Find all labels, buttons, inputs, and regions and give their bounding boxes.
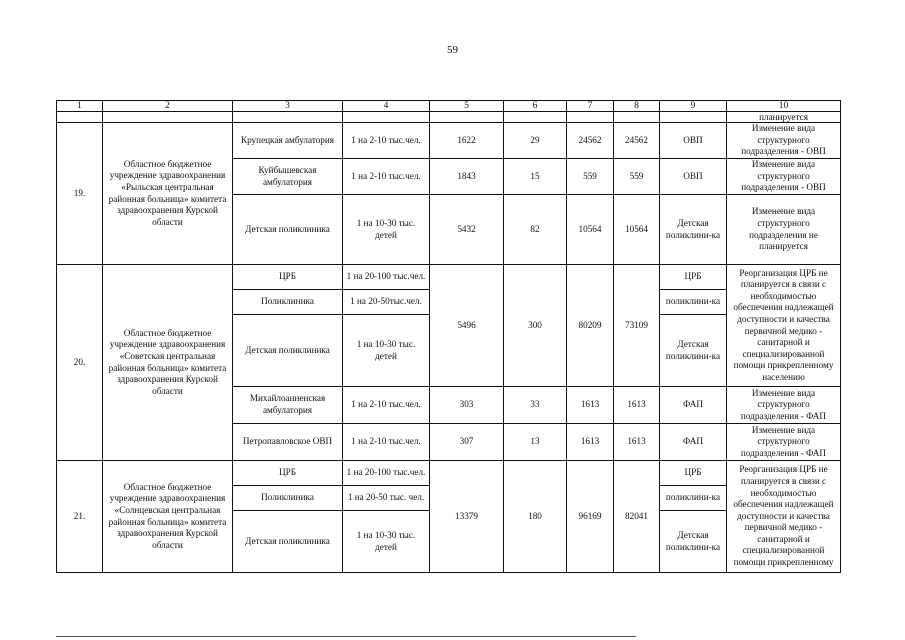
cell-col8: 82041 (614, 461, 660, 573)
cell-col7: 96169 (567, 461, 614, 573)
unit-name: Поликлиника (233, 486, 343, 511)
cell-col6: 300 (504, 265, 567, 387)
unit-norm: 1 на 2-10 тыс.чел. (343, 159, 430, 195)
cell-col7: 1613 (567, 387, 614, 424)
column-header: 2 (103, 101, 233, 112)
unit-norm: 1 на 10-30 тыс. детей (343, 315, 430, 387)
cell-col6: 13 (504, 424, 567, 461)
unit-name: Детская поликлиника (233, 511, 343, 573)
unit-norm: 1 на 20-50 тыс. чел. (343, 486, 430, 511)
unit-norm: 1 на 2-10 тыс.чел. (343, 387, 430, 424)
unit-name: Крупецкая амбулатория (233, 123, 343, 159)
page-number: 59 (447, 44, 458, 56)
continuation-row (57, 112, 841, 123)
cell-col5: 303 (430, 387, 504, 424)
column-header: 3 (233, 101, 343, 112)
unit-norm: 1 на 2-10 тыс.чел. (343, 123, 430, 159)
unit-type: ЦРБ (660, 461, 727, 486)
unit-norm: 1 на 10-30 тыс. детей (343, 195, 430, 265)
unit-type: поликлини-ка (660, 290, 727, 315)
cell-col8: 24562 (614, 123, 660, 159)
unit-type: Детская поликлини-ка (660, 315, 727, 387)
row-number: 20. (57, 265, 103, 461)
cell-col5: 1622 (430, 123, 504, 159)
unit-type: ЦРБ (660, 265, 727, 290)
cell-col8: 10564 (614, 195, 660, 265)
cell-col8: 1613 (614, 387, 660, 424)
column-header: 1 (57, 101, 103, 112)
cell-col7: 80209 (567, 265, 614, 387)
cell-col5: 307 (430, 424, 504, 461)
cell-col7: 1613 (567, 424, 614, 461)
unit-note: Изменение вида структурного подразделения - ОВП (727, 159, 841, 195)
unit-norm: 1 на 2-10 тыс.чел. (343, 424, 430, 461)
unit-norm: 1 на 20-100 тыс.чел. (343, 265, 430, 290)
unit-type: Детская поликлини-ка (660, 511, 727, 573)
unit-name: Поликлиника (233, 290, 343, 315)
organization-name: Областное бюджетное учреждение здравоохранения «Рыльская центральная районная больница» комитета здравоохранения Курской области (103, 123, 233, 265)
table-row (57, 461, 841, 486)
cell-col5: 1843 (430, 159, 504, 195)
cell-col6: 180 (504, 461, 567, 573)
cell-col7: 24562 (567, 123, 614, 159)
unit-note: Изменение вида структурного подразделения - ФАП (727, 424, 841, 461)
cell-col8: 73109 (614, 265, 660, 387)
row-number: 19. (57, 123, 103, 265)
column-header: 5 (430, 101, 504, 112)
unit-note: Изменение вида структурного подразделения - ФАП (727, 387, 841, 424)
cell-col6: 15 (504, 159, 567, 195)
unit-name: Детская поликлиника (233, 315, 343, 387)
continuation-note: планируется (727, 112, 841, 123)
table-header-row (57, 101, 841, 112)
unit-note: Изменение вида структурного подразделения не планируется (727, 195, 841, 265)
column-header: 6 (504, 101, 567, 112)
unit-type: ФАП (660, 424, 727, 461)
unit-name: Детская поликлиника (233, 195, 343, 265)
column-header: 9 (660, 101, 727, 112)
unit-name: Михайлоанненская амбулатория (233, 387, 343, 424)
unit-type: ОВП (660, 123, 727, 159)
cell-col8: 559 (614, 159, 660, 195)
column-header: 4 (343, 101, 430, 112)
unit-name: ЦРБ (233, 461, 343, 486)
table-row (57, 123, 841, 159)
row-number: 21. (57, 461, 103, 573)
unit-note: Реорганизация ЦРБ не планируется в связи с необходимостью обеспечения надлежащей доступности и качества первичной медико - санитарной и специализированной помощи прикрепленному населению (727, 265, 841, 387)
unit-norm: 1 на 10-30 тыс. детей (343, 511, 430, 573)
unit-type: Детская поликлини-ка (660, 195, 727, 265)
cell-col6: 33 (504, 387, 567, 424)
unit-name: ЦРБ (233, 265, 343, 290)
unit-name: Петропавловское ОВП (233, 424, 343, 461)
cell-col7: 10564 (567, 195, 614, 265)
health-facilities-table (56, 100, 841, 573)
organization-name: Областное бюджетное учреждение здравоохранения «Советская центральная районная больница» комитета здравоохранения Курской области (103, 265, 233, 461)
cell-col8: 1613 (614, 424, 660, 461)
cell-col7: 559 (567, 159, 614, 195)
unit-type: поликлини-ка (660, 486, 727, 511)
organization-name: Областное бюджетное учреждение здравоохранения «Солнцевская центральная районная больница» комитета здравоохранения Курской области (103, 461, 233, 573)
cell-col5: 5496 (430, 265, 504, 387)
table-row (57, 265, 841, 290)
cell-col5: 13379 (430, 461, 504, 573)
column-header: 10 (727, 101, 841, 112)
unit-note: Изменение вида структурного подразделения - ОВП (727, 123, 841, 159)
footer-rule (56, 636, 636, 637)
unit-norm: 1 на 20-100 тыс.чел. (343, 461, 430, 486)
column-header: 7 (567, 101, 614, 112)
unit-note: Реорганизация ЦРБ не планируется в связи с необходимостью обеспечения надлежащей доступности и качества первичной медико - санитарной и специализированной помощи прикрепленному (727, 461, 841, 573)
unit-type: ФАП (660, 387, 727, 424)
column-header: 8 (614, 101, 660, 112)
cell-col6: 29 (504, 123, 567, 159)
unit-norm: 1 на 20-50тыс.чел. (343, 290, 430, 315)
cell-col5: 5432 (430, 195, 504, 265)
cell-col6: 82 (504, 195, 567, 265)
unit-type: ОВП (660, 159, 727, 195)
unit-name: Куйбышевская амбулатория (233, 159, 343, 195)
